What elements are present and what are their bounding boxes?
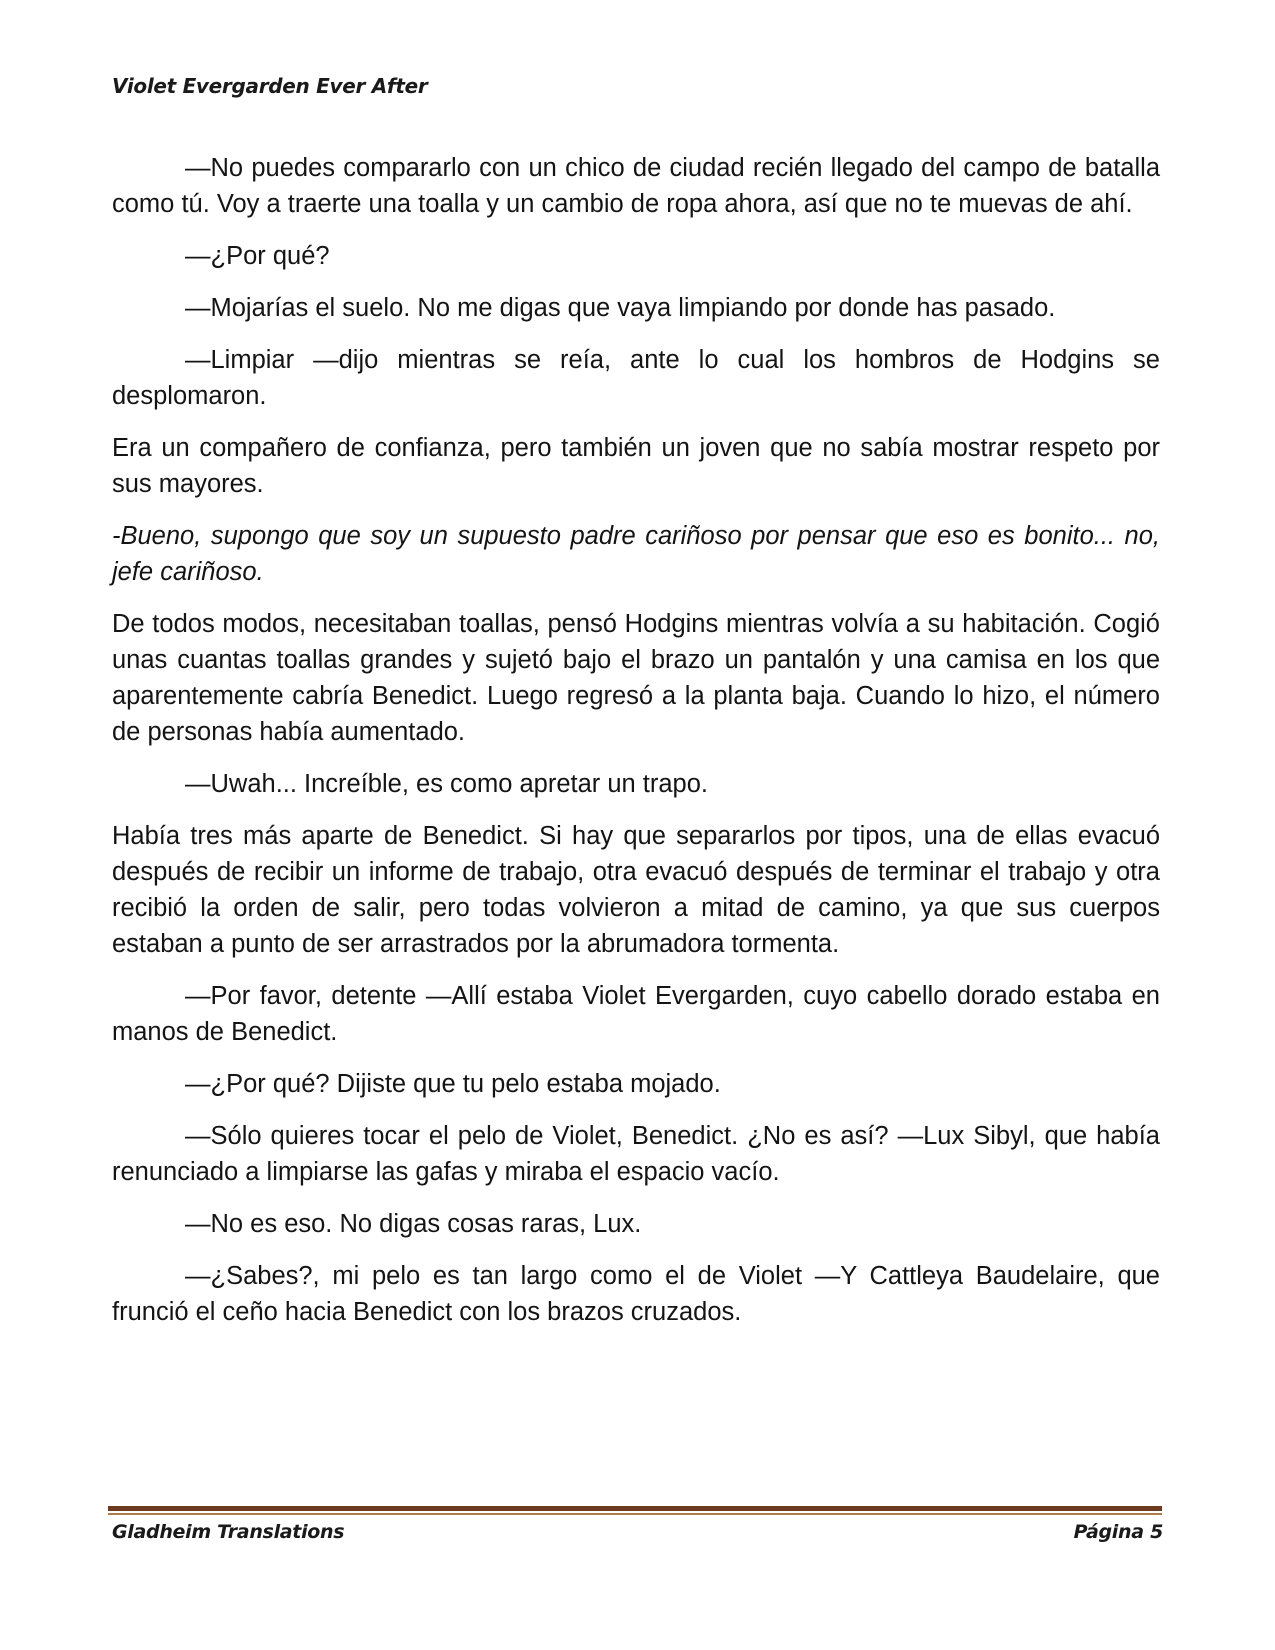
page-number: Página 5: [1073, 1521, 1163, 1543]
paragraph: Había tres más aparte de Benedict. Si hay que separarlos por tipos, una de ellas evacuó después de recibir un informe de trabajo, otra evacuó después de terminar el trabajo y otra recibió la orden de salir, pero todas volvieron a mitad de camino, ya que sus cuerpos estaban a punto de ser arrastrados por la abrumadora tormenta.: [112, 822, 1160, 958]
footer-credit: Gladheim Translations: [112, 1521, 345, 1543]
paragraph: —¿Sabes?, mi pelo es tan largo como el de Violet —Y Cattleya Baudelaire, que frunció el ceño hacia Benedict con los brazos cruzados.: [112, 1262, 1160, 1326]
paragraph: —¿Por qué? Dijiste que tu pelo estaba mojado.: [185, 1070, 721, 1098]
header-title: Violet Evergarden Ever After: [112, 74, 428, 98]
paragraph: —Uwah... Increíble, es como apretar un trapo.: [185, 770, 708, 798]
paragraph: De todos modos, necesitaban toallas, pensó Hodgins mientras volvía a su habitación. Cogió unas cuantas toallas grandes y sujetó bajo el brazo un pantalón y una camisa en los que aparentemente cabría Benedict. Luego regresó a la planta baja. Cuando lo hizo, el número de personas había aumentado.: [112, 610, 1160, 746]
paragraph: Era un compañero de confianza, pero también un joven que no sabía mostrar respeto por sus mayores.: [112, 434, 1160, 498]
paragraph: —Mojarías el suelo. No me digas que vaya limpiando por donde has pasado.: [185, 294, 1056, 322]
paragraph: —No puedes compararlo con un chico de ciudad recién llegado del campo de batalla como tú. Voy a traerte una toalla y un cambio de ropa ahora, así que no te muevas de ahí.: [112, 154, 1160, 218]
paragraph: —Limpiar —dijo mientras se reía, ante lo cual los hombros de Hodgins se desplomaron.: [112, 346, 1160, 410]
body-text: [112, 150, 1160, 1346]
footer-divider-thin: [108, 1513, 1162, 1515]
footer-divider: [108, 1506, 1162, 1511]
paragraph: —No es eso. No digas cosas raras, Lux.: [185, 1210, 642, 1238]
paragraph: —¿Por qué?: [185, 242, 330, 270]
paragraph-italic: -Bueno, supongo que soy un supuesto padre cariñoso por pensar que eso es bonito... no, jefe cariñoso.: [112, 522, 1160, 586]
paragraph: —Sólo quieres tocar el pelo de Violet, Benedict. ¿No es así? —Lux Sibyl, que había renunciado a limpiarse las gafas y miraba el espacio vacío.: [112, 1122, 1160, 1186]
paragraph: —Por favor, detente —Allí estaba Violet Evergarden, cuyo cabello dorado estaba en manos de Benedict.: [112, 982, 1160, 1046]
